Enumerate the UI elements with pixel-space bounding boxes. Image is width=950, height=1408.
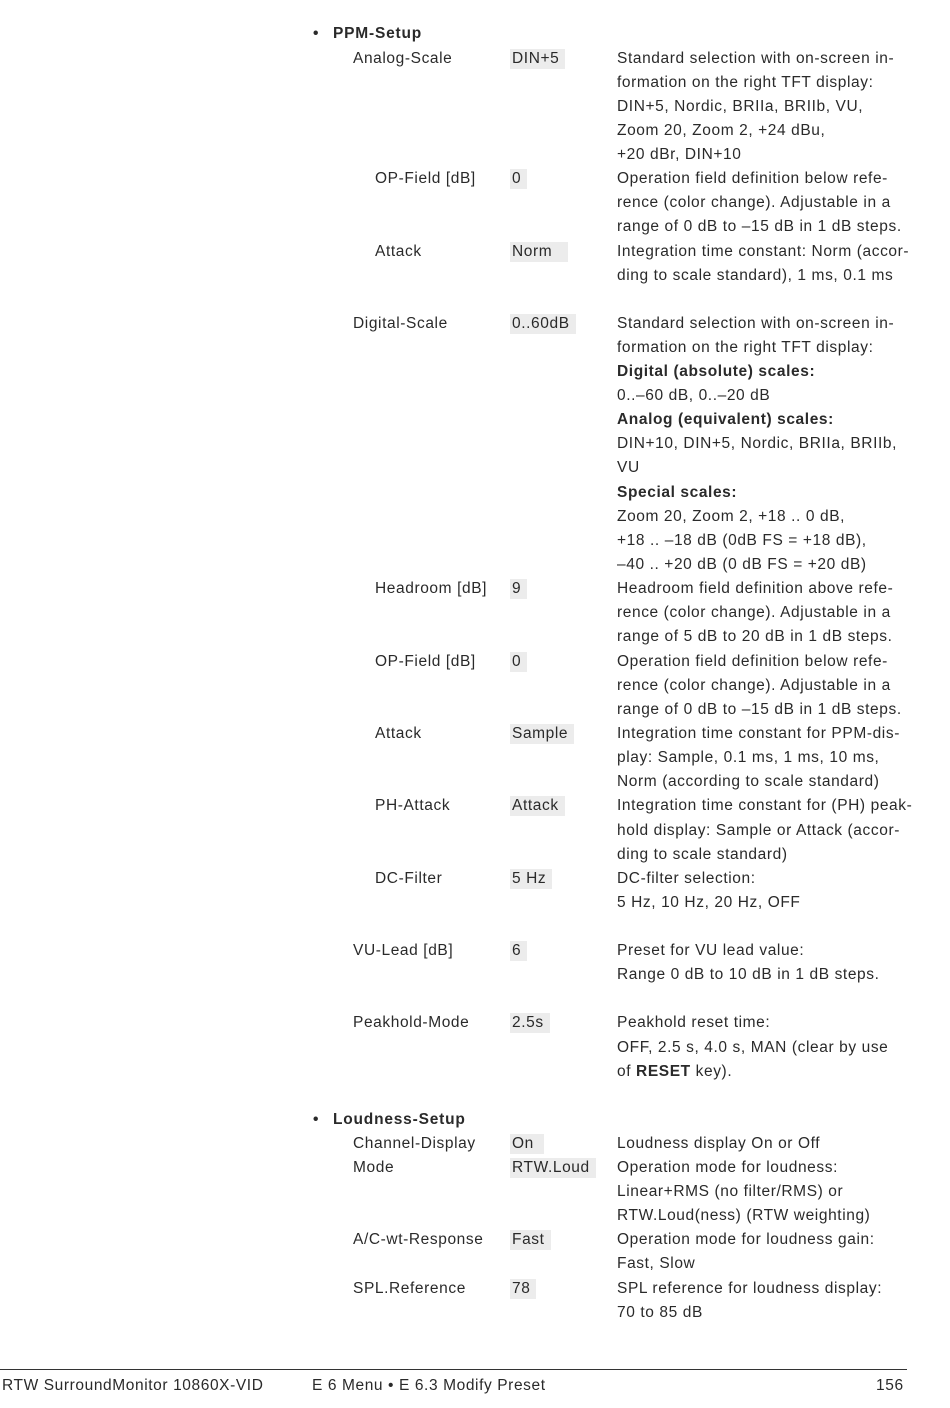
section-title-ppm-setup: PPM-Setup <box>333 25 423 42</box>
param-desc: Operation mode for loudness gain: <box>617 1231 875 1248</box>
param-desc: rence (color change). Adjustable in a <box>617 677 891 694</box>
scale-group-heading: Analog (equivalent) scales: <box>617 411 834 428</box>
param-value: 78 <box>510 1279 536 1299</box>
param-label: Analog-Scale <box>353 50 453 67</box>
param-label: Mode <box>353 1159 395 1176</box>
param-value: 9 <box>510 579 527 599</box>
param-label: PH-Attack <box>375 797 451 814</box>
param-desc: DIN+5, Nordic, BRIIa, BRIIb, VU, <box>617 98 864 115</box>
param-desc: Standard selection with on-screen in- <box>617 50 895 67</box>
param-desc: Zoom 20, Zoom 2, +24 dBu, <box>617 122 826 139</box>
param-desc: formation on the right TFT display: <box>617 74 874 91</box>
param-desc: VU <box>617 459 640 476</box>
param-value: Attack <box>510 796 565 816</box>
scale-group-heading: Special scales: <box>617 484 738 501</box>
param-desc: Operation field definition below refe- <box>617 170 888 187</box>
param-desc: range of 0 dB to –15 dB in 1 dB steps. <box>617 701 902 718</box>
param-desc: Peakhold reset time: <box>617 1014 771 1031</box>
param-value: 6 <box>510 941 527 961</box>
param-desc: play: Sample, 0.1 ms, 1 ms, 10 ms, <box>617 749 880 766</box>
param-value: DIN+5 <box>510 49 565 69</box>
param-desc: Operation field definition below refe- <box>617 653 888 670</box>
param-desc: Standard selection with on-screen in- <box>617 315 895 332</box>
param-desc: formation on the right TFT display: <box>617 339 874 356</box>
param-desc: SPL reference for loudness display: <box>617 1280 883 1297</box>
param-desc: 5 Hz, 10 Hz, 20 Hz, OFF <box>617 894 801 911</box>
param-value: 0 <box>510 652 527 672</box>
param-value: Fast <box>510 1230 551 1250</box>
param-desc: +18 .. –18 dB (0dB FS = +18 dB), <box>617 532 867 549</box>
param-label: Channel-Display <box>353 1135 476 1152</box>
param-desc: rence (color change). Adjustable in a <box>617 194 891 211</box>
param-desc: ding to scale standard) <box>617 846 788 863</box>
param-desc: Integration time constant: Norm (accor- <box>617 243 910 260</box>
footer-breadcrumb: E 6 Menu • E 6.3 Modify Preset <box>312 1377 546 1394</box>
param-value: 0 <box>510 169 527 189</box>
param-desc: Operation mode for loudness: <box>617 1159 839 1176</box>
footer-divider <box>0 1369 907 1370</box>
reset-key-label: RESET <box>636 1063 691 1080</box>
param-desc: +20 dBr, DIN+10 <box>617 146 742 163</box>
param-label: VU-Lead [dB] <box>353 942 454 959</box>
param-label: Headroom [dB] <box>375 580 488 597</box>
param-desc: 0..–60 dB, 0..–20 dB <box>617 387 771 404</box>
param-value: Sample <box>510 724 574 744</box>
footer-product-name: RTW SurroundMonitor 10860X-VID <box>2 1377 264 1394</box>
param-desc: rence (color change). Adjustable in a <box>617 604 891 621</box>
param-desc: OFF, 2.5 s, 4.0 s, MAN (clear by use <box>617 1039 889 1056</box>
param-desc: DIN+10, DIN+5, Nordic, BRIIa, BRIIb, <box>617 435 898 452</box>
param-label: SPL.Reference <box>353 1280 466 1297</box>
param-desc: Integration time constant for PPM-dis- <box>617 725 900 742</box>
bullet: • <box>313 25 320 42</box>
param-desc: Loudness display On or Off <box>617 1135 821 1152</box>
footer-page-number: 156 <box>876 1377 904 1394</box>
param-label: Attack <box>375 725 422 742</box>
param-label: OP-Field [dB] <box>375 170 476 187</box>
param-desc: Zoom 20, Zoom 2, +18 .. 0 dB, <box>617 508 846 525</box>
scale-group-heading: Digital (absolute) scales: <box>617 363 816 380</box>
param-label: Digital-Scale <box>353 315 448 332</box>
param-desc: Linear+RMS (no filter/RMS) or <box>617 1183 844 1200</box>
param-label: Attack <box>375 243 422 260</box>
param-value: RTW.Loud <box>510 1158 596 1178</box>
param-desc: range of 5 dB to 20 dB in 1 dB steps. <box>617 628 893 645</box>
param-desc: range of 0 dB to –15 dB in 1 dB steps. <box>617 218 902 235</box>
param-label: OP-Field [dB] <box>375 653 476 670</box>
param-label: A/C-wt-Response <box>353 1231 484 1248</box>
param-label: DC-Filter <box>375 870 443 887</box>
param-desc: Integration time constant for (PH) peak- <box>617 797 913 814</box>
desc-text: of <box>617 1063 637 1080</box>
param-desc: Headroom field definition above refe- <box>617 580 894 597</box>
param-label: Peakhold-Mode <box>353 1014 470 1031</box>
param-desc: Norm (according to scale standard) <box>617 773 880 790</box>
desc-text: key). <box>690 1063 733 1080</box>
param-desc: DC-filter selection: <box>617 870 756 887</box>
param-desc: ding to scale standard), 1 ms, 0.1 ms <box>617 267 894 284</box>
param-value: On <box>510 1134 544 1154</box>
param-desc: 70 to 85 dB <box>617 1304 703 1321</box>
section-title-loudness-setup: Loudness-Setup <box>333 1111 466 1128</box>
param-desc: Fast, Slow <box>617 1255 696 1272</box>
param-value: 5 Hz <box>510 869 552 889</box>
param-value: 0..60dB <box>510 314 576 334</box>
param-desc: –40 .. +20 dB (0 dB FS = +20 dB) <box>617 556 867 573</box>
bullet: • <box>313 1111 320 1128</box>
param-value: Norm <box>510 242 568 262</box>
param-desc: Preset for VU lead value: <box>617 942 805 959</box>
param-value: 2.5s <box>510 1013 550 1033</box>
param-desc: Range 0 dB to 10 dB in 1 dB steps. <box>617 966 880 983</box>
param-desc: hold display: Sample or Attack (accor- <box>617 822 900 839</box>
param-desc: RTW.Loud(ness) (RTW weighting) <box>617 1207 871 1224</box>
param-desc <box>617 1060 732 1084</box>
